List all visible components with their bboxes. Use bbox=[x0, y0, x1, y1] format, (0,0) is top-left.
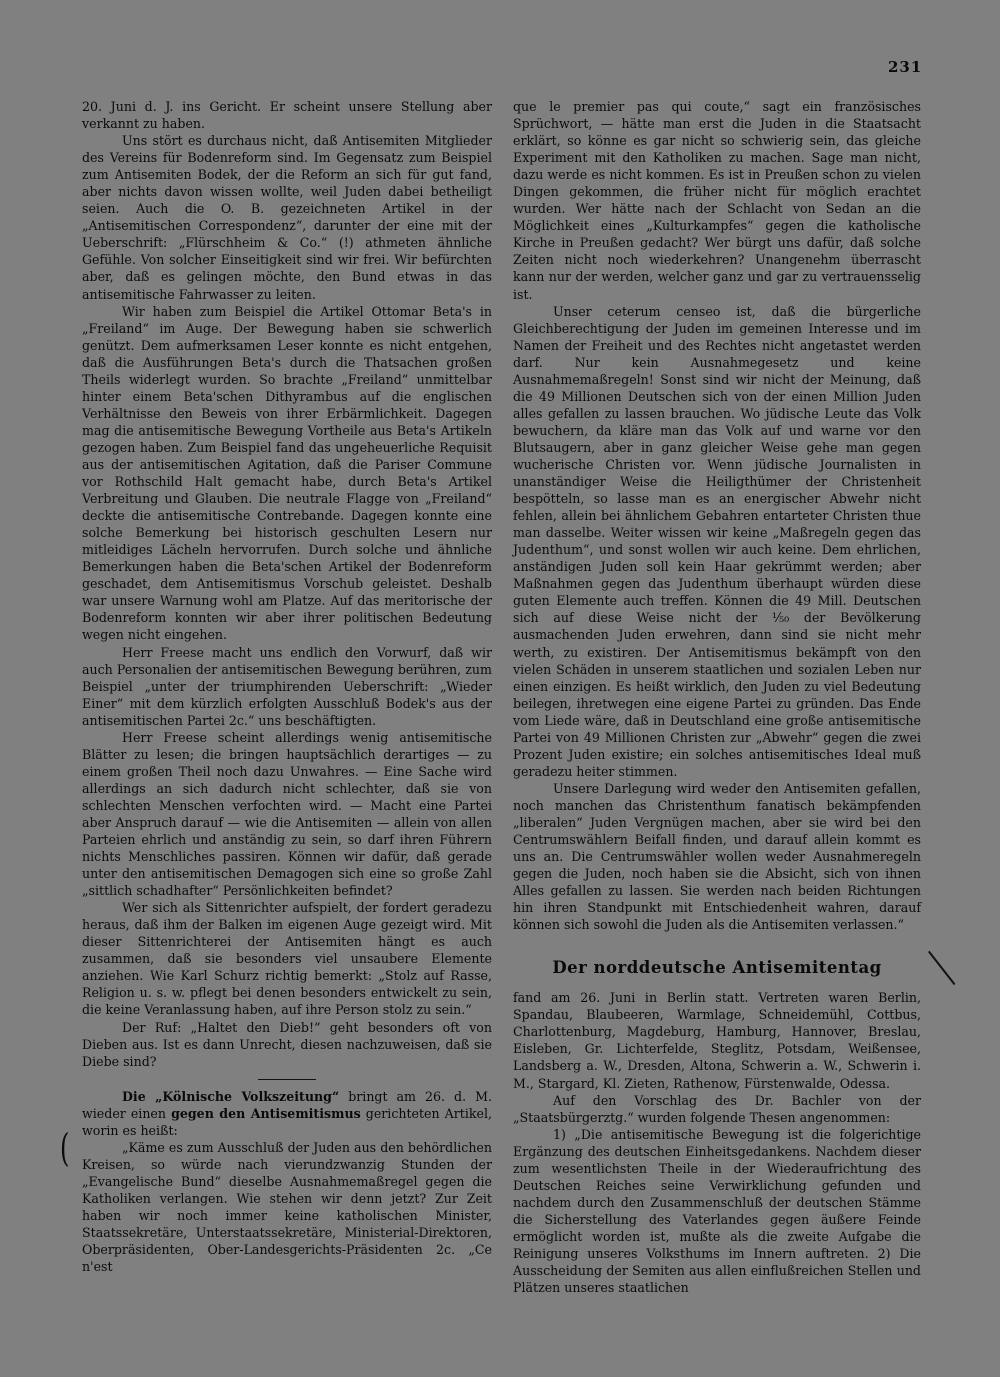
emphasis-text: gegen den Antisemitismus bbox=[171, 1105, 361, 1121]
paragraph: Unser ceterum censeo ist, daß die bürgerliche Gleichberechtigung der Juden im gemeinen Interesse und im Namen der Freiheit und des Rechtes nicht angetastet werden darf. Nur kein Ausnahmegesetz und keine Ausnahmemaßregeln! Sonst sind wir nicht der Meinung, daß die 49 Millionen Deutschen sich von der einen Million Juden alles gefallen zu lassen brauchen. Wo jüdische Leute das Volk bewuchern, da kläre man das Volk auf und warne vor den Blutsaugern, aber in ganz gleicher Weise gehe man gegen wucherische Christen vor. Wenn jüdische Journalisten in unanständiger Weise die Heiligthümer der Christenheit bespötteln, so lasse man es an energischer Abwehr nicht fehlen, allein bei ähnlichem Gebahren entarteter Christen thue man dasselbe. Weiter wissen wir keine „Maßregeln gegen das Judenthum“, und sonst wollen wir auch keine. Dem ehrlichen, anständigen Juden soll kein Haar gekrümmt werden; aber Maßnahmen gegen das Judenthum überhaupt würden diese guten Elemente auch treffen. Können die 49 Mill. Deutschen sich auf diese Weise nicht der ¹⁄₅₀ der Bevölkerung ausmachenden Juden erwehren, dann sind sie nicht mehr werth, zu existiren. Der Antisemitismus bekämpft von den vielen Schäden in unserem staatlichen und sozialen Leben nur einen einzigen. Es heißt wirklich, den Juden zu viel Bedeutung beilegen, ihretwegen eine eigene Partei zu gründen. Das Ende vom Liede wäre, daß in Deutschland eine große antisemitische Partei von 49 Millionen Christen zur „Abwehr“ gegen die zwei Prozent Juden existire; ein solches antisemitisches Ideal muß geradezu heiter stimmen. bbox=[513, 303, 921, 779]
paragraph: que le premier pas qui coute,“ sagt ein französisches Sprüchwort, — hätte man erst die Juden in die Staatsacht erklärt, so könne es gar nicht so schwierig sein, das gleiche Experiment mit den Katholiken zu machen. Sage man nicht, dazu werde es nicht kommen. Es ist in Preußen schon zu vielen Dingen gekommen, die früher nicht für möglich erachtet wurden. Wer hätte nach der Schlacht von Sedan an die Möglichkeit eines „Kulturkampfes“ gegen die katholische Kirche in Preußen gedacht? Wer bürgt uns dafür, daß solche Zeiten nicht noch wiederkehren? Unangenehm überrascht kann nur der werden, welcher ganz und gar zu vertrauensselig ist. bbox=[513, 99, 921, 302]
paragraph: 20. Juni d. J. ins Gericht. Er scheint unsere Stellung aber verkannt zu haben. bbox=[82, 99, 492, 132]
paragraph: Auf den Vorschlag des Dr. Bachler von der „Staatsbürgerztg.“ wurden folgende Thesen angenommen: bbox=[513, 1092, 921, 1125]
paragraph: Wir haben zum Beispiel die Artikel Ottomar Beta's in „Freiland“ im Auge. Der Bewegung haben sie schwerlich genützt. Dem aufmerksamen Leser konnte es nicht entgehen, daß die Ausführungen Beta's durch die Thatsachen großen Theils widerlegt wurden. So brachte „Freiland“ unmittelbar hinter einem Beta'schen Dithyrambus auf die englischen Verhältnisse den Beweis von ihrer Erbärmlichkeit. Dagegen mag die antisemitische Bewegung Vortheile aus Beta's Artikeln gezogen haben. Zum Beispiel fand das ungeheuerliche Requisit aus der antisemitischen Agitation, daß die Pariser Commune vor Rothschild Halt gemacht habe, durch Beta's Artikel Verbreitung und Glauben. Die neutrale Flagge von „Freiland“ deckte die antisemitische Contrebande. Dagegen konnte eine solche Bemerkung bei historisch geschulten Lesern nur mitleidiges Lächeln hervorrufen. Durch solche und ähnliche Bemerkungen haben die Beta'schen Artikel der Bodenreform geschadet, dem Antisemitismus Vorschub geleistet. Deshalb war unsere Warnung wohl am Platze. Auf das meritorische der Bodenreform konnten wir aber ihrer politischen Bedeutung wegen nicht eingehen. bbox=[82, 303, 492, 643]
right-column bbox=[513, 98, 921, 1296]
paragraph: Herr Freese macht uns endlich den Vorwurf, daß wir auch Personalien der antisemitischen Bewegung berühren, zum Beispiel „unter der triumphirenden Ueberschrift: „Wieder Einer“ mit dem kürzlich erfolgten Ausschluß Bodek's aus der antisemitischen Partei 2c.“ uns beschäftigten. bbox=[82, 644, 492, 728]
paragraph: fand am 26. Juni in Berlin statt. Vertreten waren Berlin, Spandau, Blaubeeren, Warmlage, Schneidemühl, Cottbus, Charlottenburg, Magdeburg, Hamburg, Hannover, Breslau, Eisleben, Gr. Lichterfelde, Steglitz, Potsdam, Weißensee, Landsberg a. W., Dresden, Altona, Schwerin a. W., Schwerin i. M., Stargard, Kl. Zieten, Rathenow, Fürstenwalde, Odessa. bbox=[513, 990, 921, 1091]
intro-text: bringt am 26. d. M. wieder einen bbox=[82, 1088, 492, 1121]
newspaper-title: Die „Kölnische Volkszeitung“ bbox=[122, 1088, 340, 1104]
section-separator bbox=[258, 1079, 316, 1080]
intro-text-end: gerichteten Artikel, worin es heißt: bbox=[82, 1105, 492, 1138]
section-heading: Der norddeutsche Antisemitentag bbox=[552, 958, 882, 978]
margin-stroke-mark bbox=[928, 951, 955, 985]
paragraph: Wer sich als Sittenrichter aufspielt, der fordert geradezu heraus, daß ihm der Balken im eigenen Auge gezeigt wird. Mit dieser Sittenrichterei der Antisemiten hängt es auch zusammen, daß sie besonders viel unsaubere Elemente anziehen. Wie Karl Schurz richtig bemerkt: „Stolz auf Rasse, Religion u. s. w. pflegt bei denen besonders entwickelt zu sein, die keine Veranlassung haben, auf ihre Person stolz zu sein.“ bbox=[82, 900, 492, 1018]
paragraph: Uns stört es durchaus nicht, daß Antisemiten Mitglieder des Vereins für Bodenreform sind. Im Gegensatz zum Beispiel zum Antisemiten Bodek, der die Reform an sich für gut fand, aber nichts davon wissen wollte, weil Juden dabei betheiligt seien. Auch die O. B. gezeichneten Artikel in der „Antisemitischen Correspondenz“, darunter der eine mit der Ueberschrift: „Flürschheim & Co.“ (!) athmeten ähnliche Gefühle. Von solcher Einseitigkeit sind wir frei. Wir befürchten aber, daß es gelingen möchte, den Bund etwas in das antisemitische Fahrwasser zu leiten. bbox=[82, 133, 492, 302]
paragraph: 1) „Die antisemitische Bewegung ist die folgerichtige Ergänzung des deutschen Einheitsgedankens. Nachdem dieser zum wesentlichsten Theile in der Wiederaufrichtung des Deutschen Reiches seine Verwirklichung gefunden und nachdem durch den Zusammenschluß der deutschen Stämme die Sicherstellung des Vaterlandes gegen äußere Feinde ermöglicht worden ist, mußte als die zweite Aufgabe die Reinigung unseres Volksthums im Innern auftreten. 2) Die Ausscheidung der Semiten aus allen einflußreichen Stellen und Plätzen unseres staatlichen bbox=[513, 1126, 921, 1296]
margin-bracket-mark: ( bbox=[60, 1125, 70, 1171]
left-column bbox=[82, 98, 492, 1275]
paragraph: Der Ruf: „Haltet den Dieb!“ geht besonders oft von Dieben aus. Ist es dann Unrecht, diesen nachzuweisen, daß sie Diebe sind? bbox=[82, 1019, 492, 1069]
paragraph: Herr Freese scheint allerdings wenig antisemitische Blätter zu lesen; die bringen hauptsächlich derartiges — zu einem großen Theil noch dazu Unwahres. — Eine Sache wird allerdings an sich dadurch nicht schlechter, daß sie von schlechten Menschen verfochten wird. — Macht eine Partei aber Anspruch darauf — wie die Antisemiten — allein von allen Parteien ehrlich und anständig zu sein, so darf ihren Führern nichts Menschliches passiren. Können wir dafür, daß gerade unter den antisemitischen Demagogen sich eine so große Zahl „sittlich schadhafter“ Persönlichkeiten befindet? bbox=[82, 729, 492, 899]
block-quote: „Käme es zum Ausschluß der Juden aus den behördlichen Kreisen, so würde nach vierundzwanzig Stunden der „Evangelische Bund“ dieselbe Ausnahmemaßregel gegen die Katholiken verlangen. Wie stehen wir denn jetzt? Zur Zeit haben wir noch immer keine katholischen Minister, Staatssekretäre, Unterstaatssekretäre, Ministerial-Direktoren, Oberpräsidenten, Ober-Landesgerichts-Präsidenten 2c. „Ce n'est bbox=[82, 1139, 492, 1275]
paragraph: Unsere Darlegung wird weder den Antisemiten gefallen, noch manchen das Christenthum fanatisch bekämpfenden „liberalen“ Juden Vergnügen machen, aber sie wird bei den Centrumswählern Beifall finden, und darauf allein kommt es uns an. Die Centrumswähler wollen weder Ausnahmeregeln gegen die Juden, noch haben sie die Absicht, sich von ihnen Alles gefallen zu lassen. Sie werden nach beiden Richtungen hin ihren Standpunkt mit Entschiedenheit wahren, darauf können sich sowohl die Juden als die Antisemiten verlassen.“ bbox=[513, 780, 921, 933]
page-number: 231 bbox=[888, 58, 923, 76]
koelnische-intro bbox=[82, 1088, 492, 1139]
